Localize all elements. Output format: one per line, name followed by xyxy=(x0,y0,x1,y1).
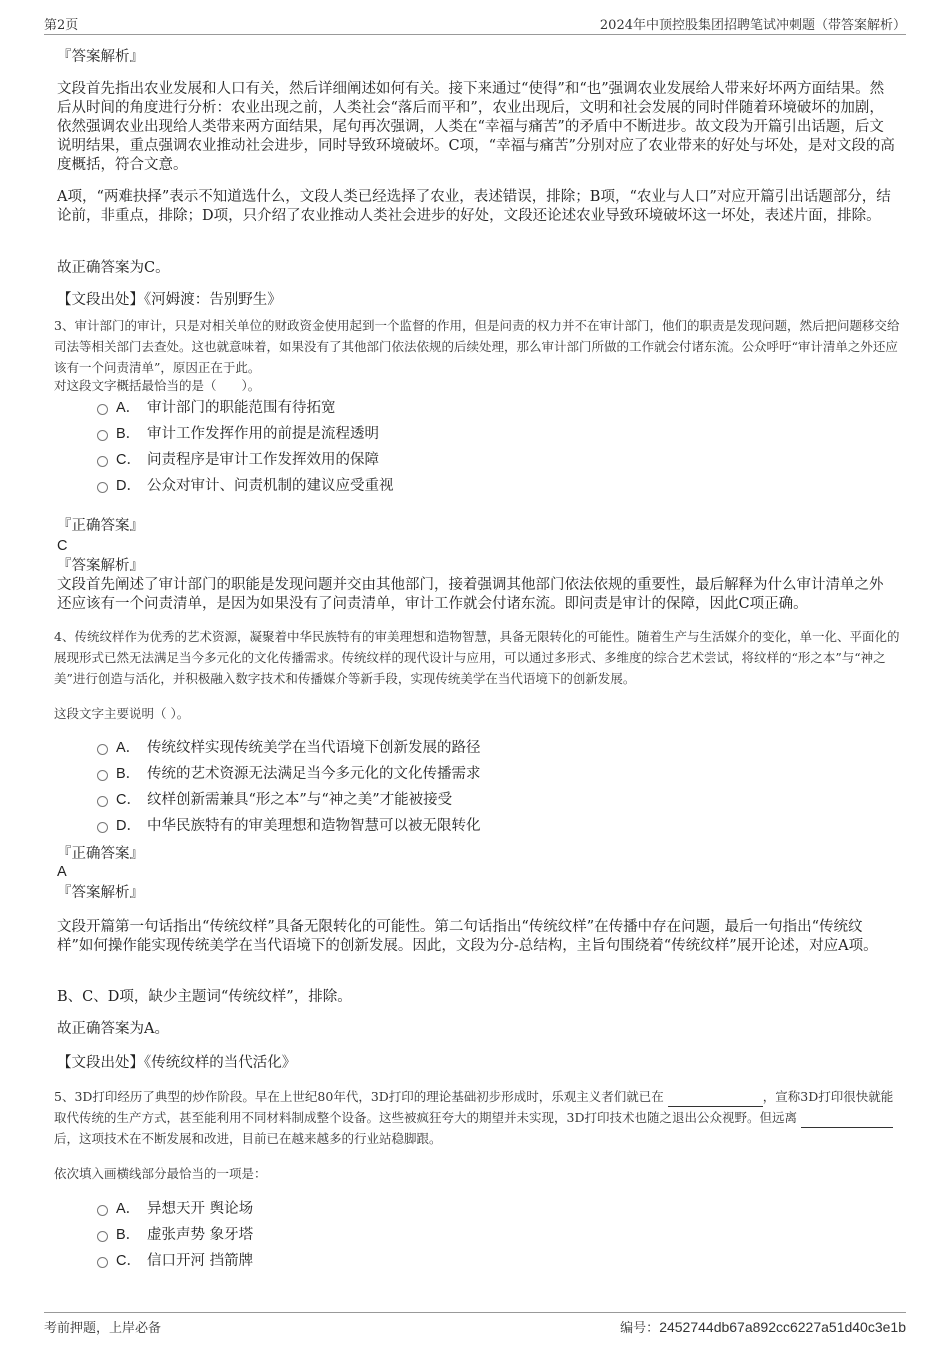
option-text: 异想天开 舆论场 xyxy=(147,1201,254,1217)
page-number: 第2页 xyxy=(44,18,79,33)
q4-option-d[interactable]: D． 中华民族特有的审美理想和造物智慧可以被无限转化 xyxy=(97,816,481,836)
q2-source: 【文段出处】《河姆渡：告别野生》 xyxy=(57,292,282,308)
q4-answer-tag: 『正确答案』 xyxy=(57,846,144,862)
option-text: 信口开河 挡箭牌 xyxy=(147,1253,254,1269)
document-title: 2024年中顶控股集团招聘笔试冲刺题（带答案解析） xyxy=(599,18,906,33)
option-text: 纹样创新需兼具“形之本”与“神之美”才能被接受 xyxy=(147,792,453,808)
q5-text: 5、3D打印经历了典型的炒作阶段。早在上世纪80年代，3D打印的理论基础初步形成时，乐观主义者们就已在 ，宣称3D打印很快就能取代传统的生产方式，甚至能利用不同材料制成整个设备。这些被疯狂夸大的期望并未实现，3D打印技术也随之退出公众视野。但远离 后，这项技术在不断发展和改进，目前已在越来越多的行业站稳脚跟。 xyxy=(54,1089,894,1146)
option-text: 审计工作发挥作用的前提是流程透明 xyxy=(147,426,379,442)
radio-icon[interactable] xyxy=(97,822,108,833)
option-text: 中华民族特有的审美理想和造物智慧可以被无限转化 xyxy=(147,818,481,834)
q2-analysis-paragraph-2: A项，“两难抉择”表示不知道选什么，文段人类已经选择了农业，表述错误，排除；B项，“农业与人口”对应开篇引出话题部分，结论前，非重点，排除；D项，只介绍了农业推动人类社会进步的好处，文段还论述农业导致环境破坏这一坏处，表述片面，排除。 xyxy=(57,189,891,224)
q3-option-b[interactable]: B． 审计工作发挥作用的前提是流程透明 xyxy=(97,424,379,444)
q5-option-c[interactable]: C． 信口开河 挡箭牌 xyxy=(97,1251,253,1271)
option-text: 传统纹样实现传统美学在当代语境下创新发展的路径 xyxy=(147,740,481,756)
radio-icon[interactable] xyxy=(97,770,108,781)
q4-option-c[interactable]: C． 纹样创新需兼具“形之本”与“神之美”才能被接受 xyxy=(97,790,452,810)
q5-option-a[interactable]: A． 异想天开 舆论场 xyxy=(97,1199,253,1219)
q4-option-b[interactable]: B． 传统的艺术资源无法满足当今多元化的文化传播需求 xyxy=(97,764,481,784)
page-footer xyxy=(44,1312,906,1336)
q3-option-d[interactable]: D． 公众对审计、问责机制的建议应受重视 xyxy=(97,476,394,496)
q3-answer: C xyxy=(57,538,68,554)
q5-prompt: 依次填入画横线部分最恰当的一项是： xyxy=(54,1166,267,1181)
q2-analysis-paragraph-1: 文段首先指出农业发展和人口有关，然后详细阐述如何有关。接下来通过“使得”和“也”强调农业发展给人带来好坏两方面结果。然后从时间的角度进行分析：农业出现之前，人类社会“落后而平和”，农业出现后，文明和社会发展的同时伴随着环境破坏的加剧，依然强调农业出现给人类带来两方面结果，尾句再次强调，人类在“幸福与痛苦”的矛盾中不断进步。故文段为开篇引出话题，后文说明结果，重点强调农业推动社会进步，同时导致环境破坏。C项，“幸福与痛苦”分别对应了农业带来的好处与坏处，是对文段的高度概括，符合文意。 xyxy=(57,81,895,173)
q2-conclusion: 故正确答案为C。 xyxy=(57,260,170,276)
q4-prompt: 这段文字主要说明（ ）。 xyxy=(54,706,190,721)
q5-option-b[interactable]: B． 虚张声势 象牙塔 xyxy=(97,1225,253,1245)
radio-icon[interactable] xyxy=(97,1257,108,1268)
radio-icon[interactable] xyxy=(97,744,108,755)
q3-prompt: 对这段文字概括最恰当的是（ ）。 xyxy=(54,378,261,393)
radio-icon[interactable] xyxy=(97,796,108,807)
q4-text: 4、传统纹样作为优秀的艺术资源，凝聚着中华民族特有的审美理想和造物智慧，具备无限转化的可能性。随着生产与生活媒介的变化，单一化、平面化的展现形式已然无法满足当今多元化的文化传播需求。传统纹样的现代设计与应用，可以通过多形式、多维度的综合艺术尝试，将纹样的“形之本”与“神之美”进行创造与活化，并积极融入数字技术和传播媒介等新手段，实现传统美学在当代语境下的创新发展。 xyxy=(54,629,900,686)
option-text: 审计部门的职能范围有待拓宽 xyxy=(147,400,336,416)
page-header xyxy=(44,12,906,35)
q3-answer-tag: 『正确答案』 xyxy=(57,518,144,534)
q4-conclusion: 故正确答案为A。 xyxy=(57,1021,169,1037)
radio-icon[interactable] xyxy=(97,430,108,441)
option-text: 问责程序是审计工作发挥效用的保障 xyxy=(147,452,379,468)
q4-option-a[interactable]: A． 传统纹样实现传统美学在当代语境下创新发展的路径 xyxy=(97,738,481,758)
q4-analysis-paragraph-1: 文段开篇第一句话指出“传统纹样”具备无限转化的可能性。第二句话指出“传统纹样”在传播中存在问题，最后一句指出“传统纹样”如何操作能实现传统美学在当代语境下的创新发展。因此，文段为分-总结构，主旨句围绕着“传统纹样”展开论述，对应A项。 xyxy=(57,919,878,954)
fill-blank-2 xyxy=(801,1113,893,1128)
q2-analysis-tag: 『答案解析』 xyxy=(57,49,144,65)
footer-slogan: 考前押题，上岸必备 xyxy=(44,1321,162,1336)
fill-blank-1 xyxy=(668,1092,763,1107)
radio-icon[interactable] xyxy=(97,456,108,467)
radio-icon[interactable] xyxy=(97,482,108,493)
q3-text: 3、审计部门的审计，只是对相关单位的财政资金使用起到一个监督的作用，但是问责的权力并不在审计部门，他们的职责是发现问题，然后把问题移交给司法等相关部门去查处。这也就意味着，如果没有了其他部门依法依规的后续处理，那么审计部门所做的工作就会付诸东流。公众呼吁“审计清单之外还应该有一个问责清单”，原因正在于此。 xyxy=(54,318,900,375)
q4-answer: A xyxy=(57,864,67,880)
q4-analysis-tag: 『答案解析』 xyxy=(57,885,144,901)
option-text: 公众对审计、问责机制的建议应受重视 xyxy=(147,478,394,494)
q3-option-c[interactable]: C． 问责程序是审计工作发挥效用的保障 xyxy=(97,450,379,470)
q4-analysis-paragraph-2: B、C、D项，缺少主题词“传统纹样”，排除。 xyxy=(57,989,352,1005)
q4-source: 【文段出处】《传统纹样的当代活化》 xyxy=(57,1055,297,1071)
option-text: 虚张声势 象牙塔 xyxy=(147,1227,254,1243)
q3-option-a[interactable]: A． 审计部门的职能范围有待拓宽 xyxy=(97,398,336,418)
document-code: 编号：2452744db67a892cc6227a51d40c3e1b xyxy=(620,1319,906,1336)
radio-icon[interactable] xyxy=(97,1205,108,1216)
option-text: 传统的艺术资源无法满足当今多元化的文化传播需求 xyxy=(147,766,481,782)
q3-analysis-tag: 『答案解析』 xyxy=(57,558,144,574)
radio-icon[interactable] xyxy=(97,404,108,415)
q3-analysis: 文段首先阐述了审计部门的职能是发现问题并交由其他部门，接着强调其他部门依法依规的重要性，最后解释为什么审计清单之外还应该有一个问责清单，是因为如果没有了问责清单，审计工作就会付诸东流。即问责是审计的保障，因此C项正确。 xyxy=(57,577,884,612)
radio-icon[interactable] xyxy=(97,1231,108,1242)
